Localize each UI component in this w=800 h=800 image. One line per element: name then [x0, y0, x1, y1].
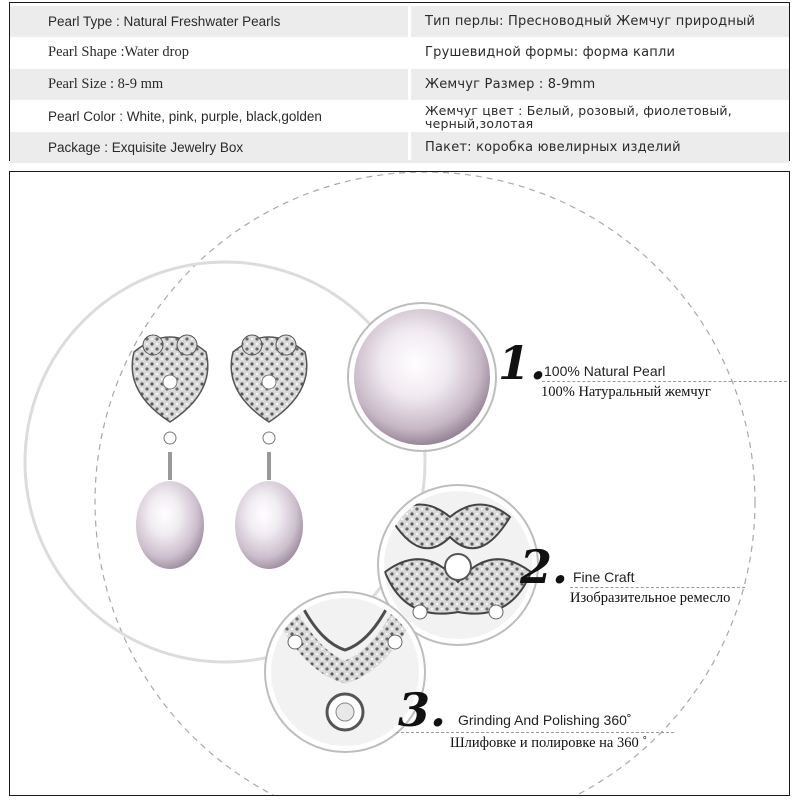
- pearl-left: [136, 481, 204, 569]
- spec-pearl-color-ru: Жемчуг цвет : Белый, розовый, фиолетовый, черный,золотая: [425, 103, 732, 131]
- spec-table: [9, 2, 790, 161]
- spec-pearl-shape-en: Pearl Shape :Water drop: [48, 44, 189, 60]
- feature-2-en: Fine Craft: [573, 569, 635, 585]
- pearl-closeup: [354, 309, 490, 445]
- spec-package-ru: Пакет: коробка ювелирных изделий: [425, 140, 681, 155]
- spec-pearl-type-en: Pearl Type : Natural Freshwater Pearls: [48, 14, 281, 29]
- earring-right: [231, 335, 307, 569]
- feature-3-divider: [396, 732, 674, 733]
- spec-pearl-size-en: Pearl Size : 8-9 mm: [48, 76, 164, 92]
- feature-1-divider: [542, 381, 787, 382]
- pearl-right: [235, 481, 303, 569]
- spec-package-en: Package : Exquisite Jewelry Box: [48, 140, 244, 155]
- feature-1-number: 1.: [498, 336, 547, 390]
- spec-pearl-type-ru: Тип перлы: Пресноводный Жемчуг природный: [425, 14, 756, 29]
- feature-3-en: Grinding And Polishing 360˚: [458, 712, 632, 728]
- spec-column-divider: [408, 3, 411, 160]
- earring-left: [132, 335, 208, 569]
- spec-pearl-size-ru: Жемчуг Размер : 8-9mm: [425, 77, 596, 92]
- feature-3-ru: Шлифовке и полировке на 360 ˚: [450, 735, 648, 751]
- spec-row-pearl-size: [10, 69, 789, 100]
- spec-row-package: [10, 132, 789, 163]
- spec-row-pearl-color: [10, 101, 789, 132]
- feature-2-number: 2.: [520, 540, 569, 594]
- feature-2-ru: Изобразительное ремесло: [570, 590, 731, 606]
- product-showcase: [9, 171, 790, 796]
- spec-row-pearl-shape: [10, 37, 789, 68]
- spec-row-pearl-type: [10, 6, 789, 37]
- feature-2-divider: [570, 587, 745, 588]
- spec-pearl-color-en: Pearl Color : White, pink, purple, black,golden: [48, 109, 322, 124]
- feature-1-en: 100% Natural Pearl: [544, 363, 666, 379]
- feature-3-number: 3.: [398, 683, 447, 737]
- spec-pearl-shape-ru: Грушевидной формы: форма капли: [425, 45, 676, 60]
- feature-1-ru: 100% Натуральный жемчуг: [541, 384, 711, 400]
